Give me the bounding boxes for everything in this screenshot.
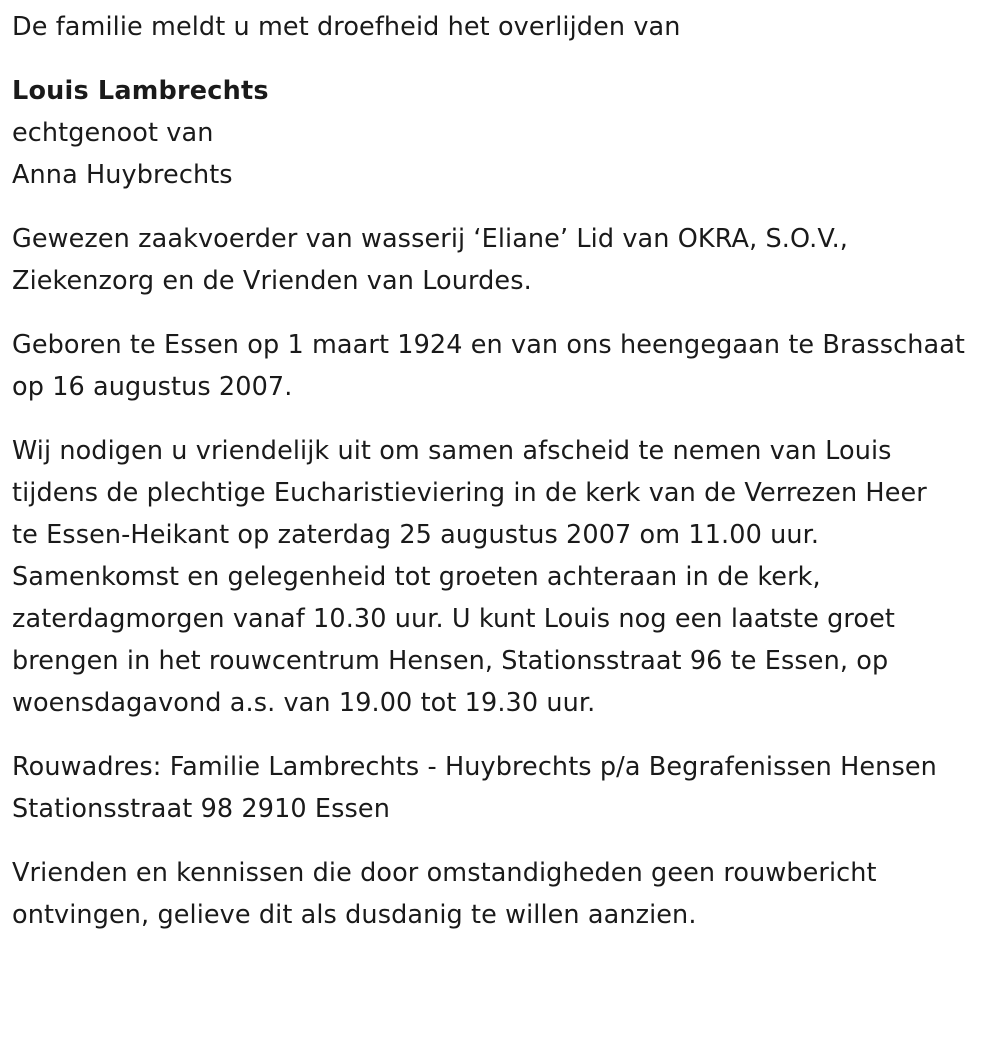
- text-line: Gewezen zaakvoerder van wasserij ‘Eliane’ Lid van OKRA, S.O.V.,: [12, 224, 848, 254]
- text-line: echtgenoot van: [12, 118, 214, 148]
- text-line: Anna Huybrechts: [12, 160, 233, 190]
- paragraph-deceased-name: [12, 70, 992, 112]
- text-line: Rouwadres: Familie Lambrechts - Huybrechts p/a Begrafenissen Hensen: [12, 752, 937, 782]
- text-line: Geboren te Essen op 1 maart 1924 en van ons heengegaan te Brasschaat: [12, 330, 966, 360]
- text-line: woensdagavond a.s. van 19.00 tot 19.30 uur.: [12, 688, 596, 718]
- paragraph-closing-notice: [12, 852, 992, 936]
- paragraph-service-details: [12, 430, 992, 724]
- paragraph-mourning-address: [12, 746, 992, 830]
- paragraph-affiliations: [12, 218, 992, 302]
- text-line: Samenkomst en gelegenheid tot groeten achteraan in de kerk,: [12, 562, 821, 592]
- text-line: Louis Lambrechts: [12, 76, 269, 106]
- paragraph-birth-death: [12, 324, 992, 408]
- text-line: zaterdagmorgen vanaf 10.30 uur. U kunt Louis nog een laatste groet: [12, 604, 896, 634]
- text-line: Ziekenzorg en de Vrienden van Lourdes.: [12, 266, 532, 296]
- text-line: op 16 augustus 2007.: [12, 372, 293, 402]
- text-line: tijdens de plechtige Eucharistieviering in de kerk van de Verrezen Heer: [12, 478, 927, 508]
- text-line: Stationsstraat 98 2910 Essen: [12, 794, 390, 824]
- paragraph-spouse: [12, 112, 992, 196]
- text-line: Vrienden en kennissen die door omstandigheden geen rouwbericht: [12, 858, 877, 888]
- text-line: ontvingen, gelieve dit als dusdanig te willen aanzien.: [12, 900, 697, 930]
- paragraph-intro: [12, 6, 992, 48]
- text-line: te Essen-Heikant op zaterdag 25 augustus 2007 om 11.00 uur.: [12, 520, 820, 550]
- text-line: De familie meldt u met droefheid het overlijden van: [12, 12, 681, 42]
- text-line: Wij nodigen u vriendelijk uit om samen afscheid te nemen van Louis: [12, 436, 892, 466]
- text-line: brengen in het rouwcentrum Hensen, Stationsstraat 96 te Essen, op: [12, 646, 889, 676]
